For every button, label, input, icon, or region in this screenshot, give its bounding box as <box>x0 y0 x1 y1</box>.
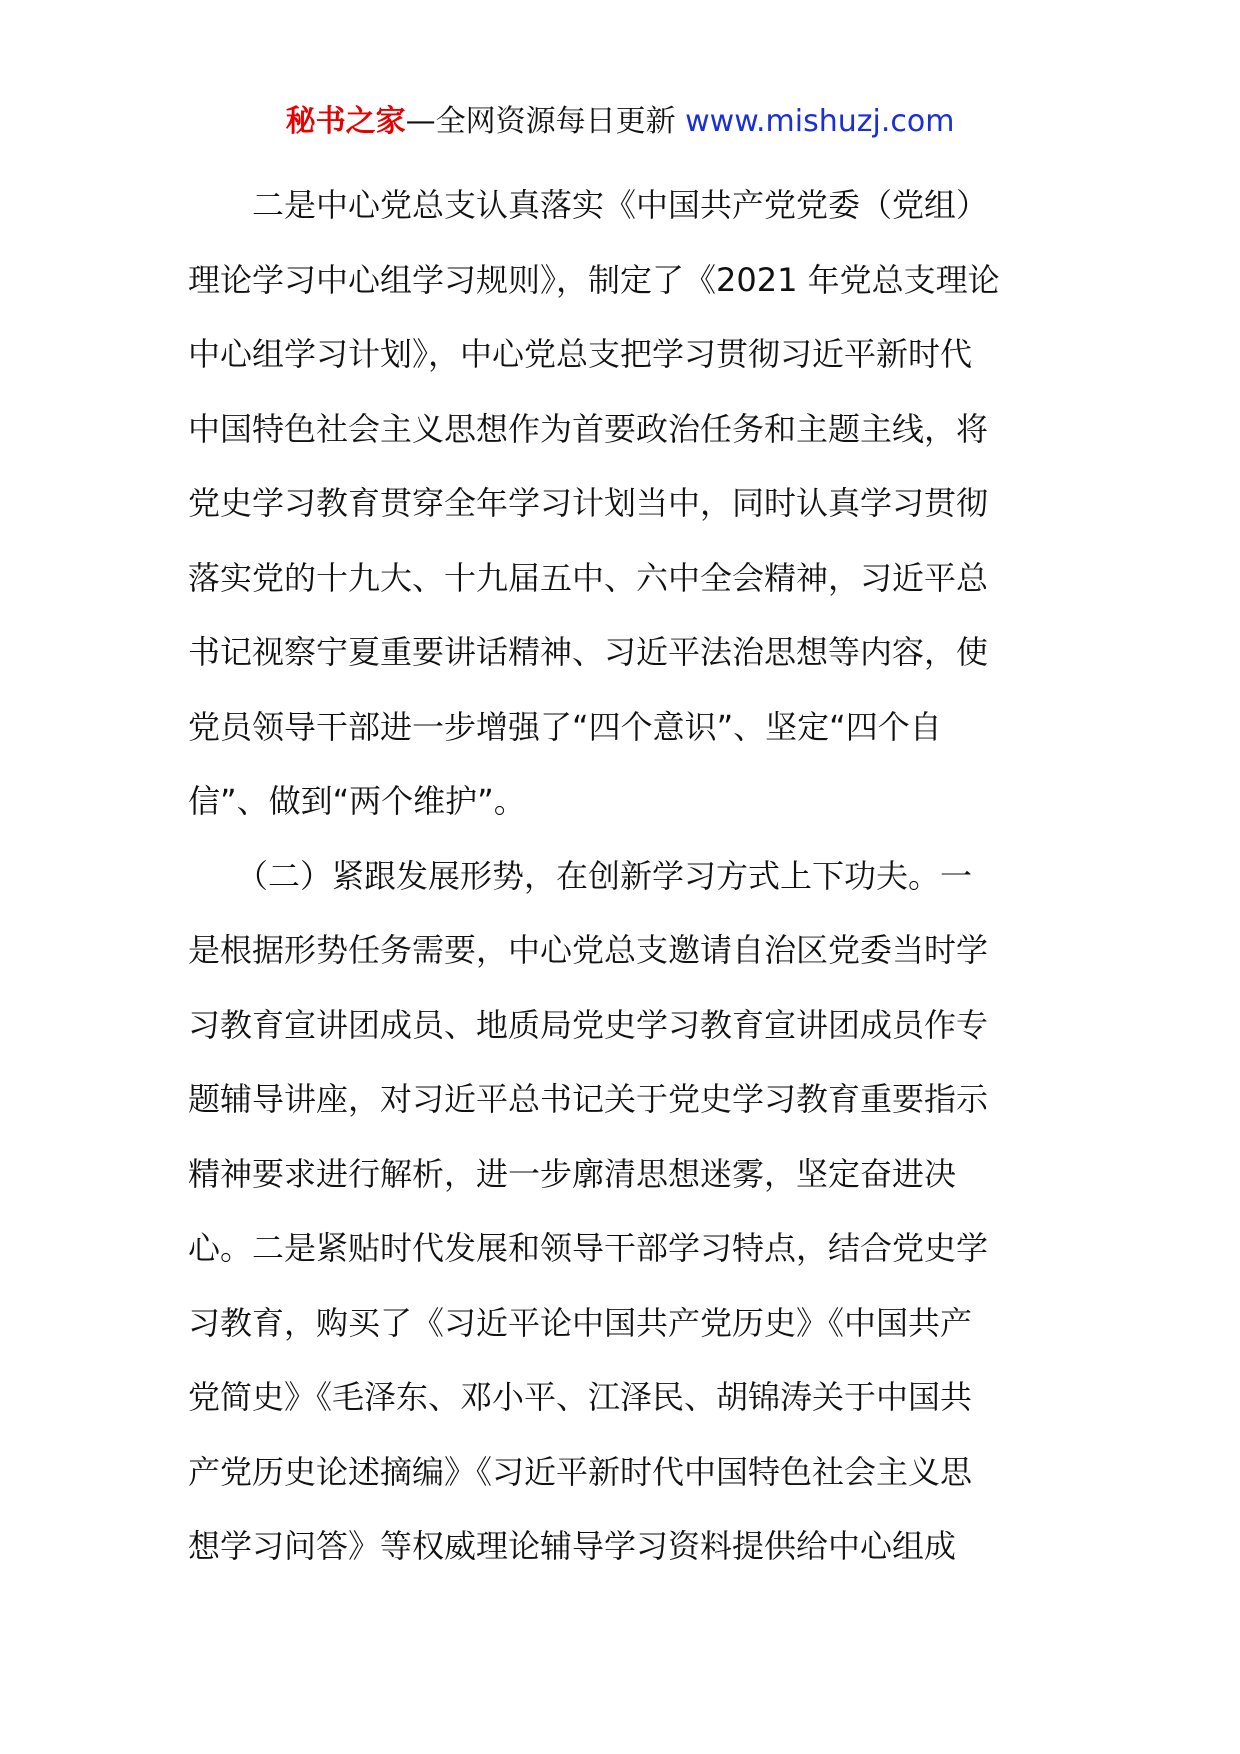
text-line: 产党历史论述摘编》《习近平新时代中国特色社会主义思 <box>188 1452 973 1491</box>
text-line: 精神要求进行解析，进一步廓清思想迷雾，坚定奋进决 <box>188 1154 957 1193</box>
text-line: 是根据形势任务需要，中心党总支邀请自治区党委当时学 <box>188 931 989 969</box>
text-line: 题辅导讲座，对习近平总书记关于党史学习教育重要指示 <box>188 1080 989 1118</box>
text-line: 中心组学习计划》，中心党总支把学习贯彻习近平新时代 <box>188 335 973 373</box>
text-line: 信”、做到“两个维护”。 <box>188 782 526 820</box>
text-line: 中国特色社会主义思想作为首要政治任务和主题主线，将 <box>188 409 989 448</box>
site-url[interactable]: www.mishuzj.com <box>685 104 955 139</box>
site-tagline: —全网资源每日更新 <box>405 104 686 139</box>
text-line: 党员领导干部进一步增强了“四个意识”、坚定“四个自 <box>188 707 942 746</box>
text-line: 习教育宣讲团成员、地质局党史学习教育宣讲团成员作专 <box>188 1005 989 1044</box>
text-line: 习教育，购买了《习近平论中国共产党历史》《中国共产 <box>188 1303 973 1342</box>
document-body <box>188 168 1058 1584</box>
site-brand: 秘书之家 <box>285 104 406 139</box>
text-line: 二是中心党总支认真落实《中国共产党党委（党组） <box>188 186 989 224</box>
text-line: 书记视察宁夏重要讲话精神、习近平法治思想等内容，使 <box>188 633 989 671</box>
text-line: 党史学习教育贯穿全年学习计划当中，同时认真学习贯彻 <box>188 484 989 522</box>
text-line: 想学习问答》等权威理论辅导学习资料提供给中心组成 <box>188 1527 957 1565</box>
watermark-header <box>0 100 1240 144</box>
text-line: 党简史》《毛泽东、邓小平、江泽民、胡锦涛关于中国共 <box>188 1378 973 1416</box>
text-line: （二）紧跟发展形势，在创新学习方式上下功夫。一 <box>188 856 973 895</box>
text-line: 落实党的十九大、十九届五中、六中全会精神，习近平总 <box>188 558 989 597</box>
text-line: 理论学习中心组学习规则》，制定了《2021 年党总支理论 <box>188 260 1000 299</box>
text-line: 心。二是紧贴时代发展和领导干部学习特点，结合党史学 <box>188 1229 989 1267</box>
